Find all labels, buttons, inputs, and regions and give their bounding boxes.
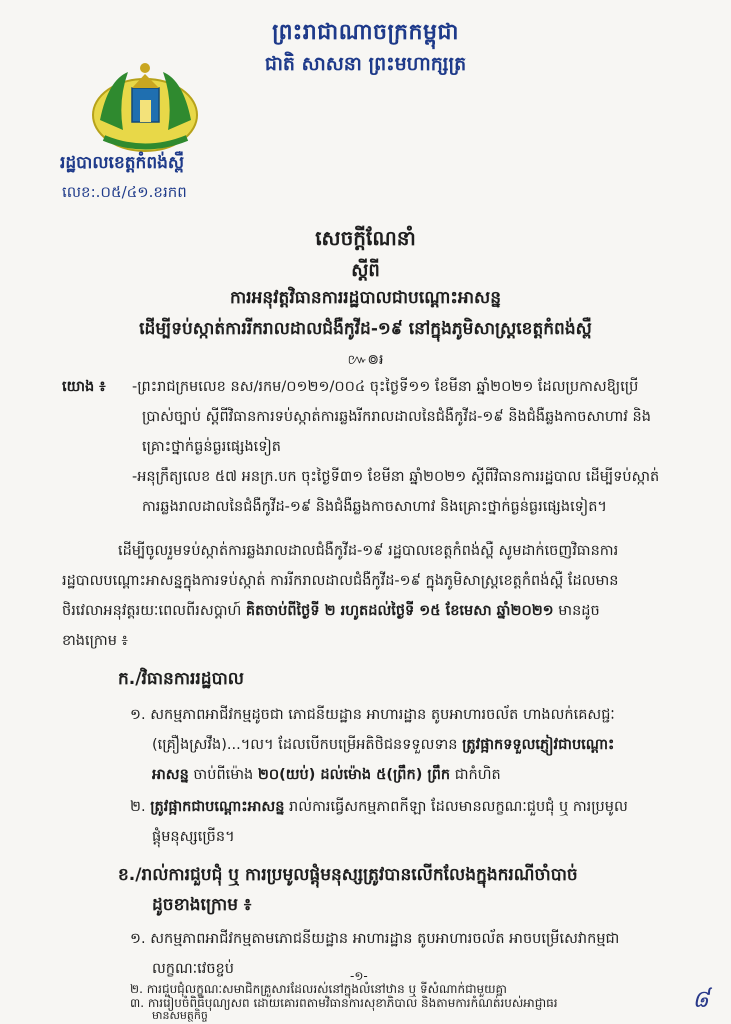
section-b-heading-line-2: ដូចខាងក្រោម ៖	[152, 895, 252, 915]
intro-duration-text: ថិរវេលាអនុវត្តរយៈពេលពីរសប្ដាហ៍	[62, 603, 246, 619]
reference-2-line-2: ការឆ្លងរាលដាលនៃជំងឺកូវីដ-១៩ និងជំងឺឆ្លងកាចសាហាវ និងគ្រោះថ្នាក់ធ្ងន់ធ្ងរផ្សេងទៀត។	[142, 499, 607, 515]
document-type-title: សេចក្ដីណែនាំ	[315, 226, 416, 250]
reference-2-line-1: -អនុក្រឹត្យលេខ ៥៧ អនក្រ.បក ចុះថ្ងៃទី៣១ ខែមីនា ឆ្នាំ២០២១ ស្ដីពីវិធានការរដ្ឋបាល ដើម្បីទប់ស្កាត់	[132, 469, 660, 485]
item-1-from-text: ចាប់ពីម៉ោង	[188, 767, 258, 783]
section-a-heading: ក./វិធានការរដ្ឋបាល	[118, 669, 244, 689]
reference-number: លេខ:.០៥/៤១.ខរកព	[62, 183, 187, 201]
title-ornament: ៚៙៛	[347, 352, 384, 368]
section-b-item-2-line-1: ២. ការជួបជុំលក្ខណៈសមាជិកគ្រួសារដែលរស់នៅក្នុងលំនៅឋាន ឬ ទីសំណាក់ជាមួយគ្នា	[130, 982, 507, 996]
intro-tail-text: មានដូច	[553, 603, 600, 619]
handwritten-page-mark: ៨	[692, 985, 709, 1013]
item-1-temporary-emphasis: អាសន្ន	[152, 767, 189, 783]
section-b-item-3-line-2: មានសមត្ថកិច្ច	[152, 1009, 208, 1022]
item-1-mandatory-text: ជាកំហិត	[450, 767, 501, 783]
item-1-curfew-hours: ២០(យប់) ដល់ម៉ោង ៥(ព្រឹក) ព្រឹក	[257, 767, 451, 783]
subject-line-2: ដើម្បីទប់ស្កាត់ការរីករាលដាលជំងឺកូវីដ-១៩ នៅក្នុងភូមិសាស្ត្រខេត្តកំពង់ស្ពឺ	[139, 319, 592, 339]
item-2-text: រាល់ការធ្វើសកម្មភាពកីឡា ដែលមានលក្ខណៈជួបជុំ ឬ ការប្រមូល	[284, 799, 628, 815]
intro-line-3	[62, 596, 600, 626]
intro-line-4: ខាងក្រោម ៖	[62, 633, 128, 649]
item-2-suspend-emphasis: ត្រូវផ្អាកជាបណ្ដោះអាសន្ន	[150, 799, 285, 815]
section-a-item-1-line-1: ១. សកម្មភាពអាជីវកម្មដូចជា ភោជនីយដ្ឋាន អាហារដ្ឋាន តូបអាហារចល័ត ហាងលក់គេសជ្ជៈ	[130, 707, 615, 723]
provincial-emblem-logo	[88, 60, 203, 155]
kingdom-title: ព្រះរាជាណាចក្រកម្ពុជា	[272, 20, 459, 45]
section-a-item-2-line-1	[130, 792, 628, 822]
considering-label: យោង ៖	[62, 379, 106, 395]
item-2-number: ២.	[130, 799, 151, 815]
section-b-item-1-line-2: លក្ខណៈវេចខ្ចប់	[152, 961, 234, 977]
section-a-item-2-line-2: ផ្ដុំមនុស្សច្រើន។	[152, 829, 235, 845]
section-b-item-3-line-1: ៣. ការរៀបចំពិធីបុណ្យសព ដោយគោរពតាមវិធានការសុខាភិបាល និងតាមការកំណត់របស់អាជ្ញាធរ	[130, 996, 558, 1010]
intro-line-2: រដ្ឋបាលបណ្ដោះអាសន្នក្នុងការទប់ស្កាត់ ការរីករាលដាលជំងឺកូវីដ-១៩ ក្នុងភូមិសាស្ត្រខេត្តកំពង់ស្ពឺ ដែលមាន	[62, 573, 619, 589]
page-number: -១-	[350, 969, 368, 983]
reference-1-line-2: ប្រាស់ច្បាប់ ស្ដីពីវិធានការទប់ស្កាត់ការឆ្លងរីករាលដាលនៃជំងឺកូវីដ-១៩ និងជំងឺឆ្លងកាចសាហាវ និង	[142, 409, 651, 425]
reference-1-line-3: គ្រោះថ្នាក់ធ្ងន់ធ្ងរផ្សេងទៀត	[142, 439, 281, 455]
national-motto: ជាតិ សាសនា ព្រះមហាក្សត្រ	[264, 53, 467, 75]
intro-line-1: ដើម្បីចូលរួមទប់ស្កាត់ការឆ្លងរាលដាលជំងឺកូវីដ-១៩ រដ្ឋបាលខេត្តកំពង់ស្ពឺ សូមដាក់ចេញវិធានការ	[118, 543, 619, 559]
section-a-item-1-line-3	[152, 760, 501, 790]
section-b-item-1-line-1: ១. សកម្មភាពអាជីវកម្មតាមភោជនីយដ្ឋាន អាហារដ្ឋាន តូបអាហារចល័ត អាចបម្រើសេវាកម្មជា	[130, 931, 620, 947]
section-b-heading-line-1: ខ./រាល់ការជួបជុំ ឬ ការប្រមូលផ្ដុំមនុស្សត្រូវបានលើកលែងក្នុងករណីចាំបាច់	[118, 865, 578, 885]
section-a-item-1-line-2	[152, 730, 614, 760]
item-1-closure-emphasis: ត្រូវផ្អាកទទួលភ្ញៀវជាបណ្ដោះ	[462, 737, 615, 753]
issuing-authority: រដ្ឋបាលខេត្តកំពង់ស្ពឺ	[60, 153, 185, 173]
item-1-text: (គ្រឿងស្រវឹង)...។ល។ ដែលបើកបម្រើអតិថិជនទទួលទាន	[152, 737, 463, 753]
reference-1-line-1: -ព្រះរាជក្រមលេខ នស/រកម/០១២១/០០៤ ចុះថ្ងៃទី១១ ខែមីនា ឆ្នាំ២០២១ ដែលប្រកាសឱ្យប្រើ	[132, 379, 639, 395]
subject-line-1: ការអនុវត្តវិធានការរដ្ឋបាលជាបណ្ដោះអាសន្ន	[229, 288, 502, 308]
effective-period: គិតចាប់ពីថ្ងៃទី ២ រហូតដល់ថ្ងៃទី ១៥ ខែមេសា ឆ្នាំ២០២១	[245, 603, 554, 619]
subject-label: ស្ដីពី	[351, 260, 380, 281]
